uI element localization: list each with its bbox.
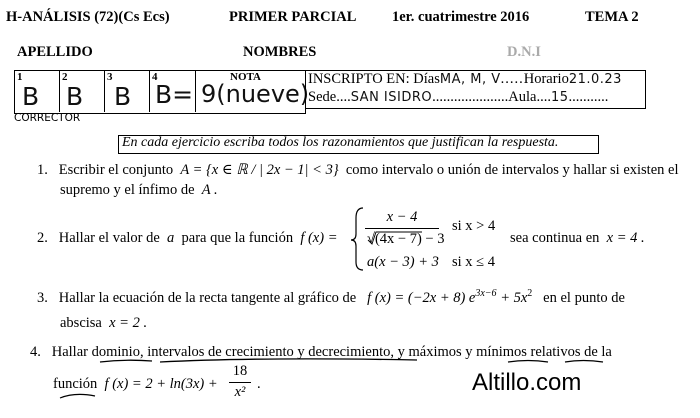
- piecewise-brace: [351, 208, 363, 270]
- dni-label: D.N.I: [507, 44, 541, 60]
- exercise-2-point: x = 4 .: [606, 230, 645, 246]
- horario-label: Horario: [523, 71, 569, 87]
- exercise-3-number: 3.: [37, 289, 48, 306]
- apellido-label: APELLIDO: [17, 44, 93, 60]
- sede-label: Sede: [308, 89, 337, 105]
- exercise-4-fx: f (x) = 2 + ln(3x) +: [104, 376, 218, 392]
- exercise-4-frac-den: x²: [234, 384, 246, 400]
- exercise-4-end: .: [257, 376, 261, 392]
- grade-label-4: 4: [152, 71, 158, 83]
- exercise-3-fx: f (x) = (−2x + 8) e: [367, 289, 476, 306]
- exercise-1-text-c: supremo y el ínfimo de: [60, 182, 195, 198]
- exercise-1-text-d: A .: [201, 182, 218, 198]
- aula-value: 15: [550, 90, 569, 105]
- exercise-2-piece2: a(x − 3) + 3: [367, 254, 439, 270]
- nota-value: 9(nueve): [201, 80, 310, 108]
- exercise-2-numerator: x − 4: [386, 209, 418, 225]
- inscripto-label: INSCRIPTO EN: Días: [308, 71, 440, 87]
- exercise-4-text-b: función: [53, 376, 98, 392]
- exercise-2-denominator: √(4x − 7) − 3: [367, 231, 445, 247]
- inscripto-line1: INSCRIPTO EN: DíasMA, M, V.....Horario21.0.23: [308, 71, 622, 87]
- exercise-2-cond1: si x > 4: [452, 218, 496, 234]
- exercise-4-frac-num: 18: [232, 363, 248, 379]
- exercise-2-var: a: [167, 230, 175, 246]
- underline-minimos: [565, 361, 603, 363]
- days-value: MA, M, V: [439, 72, 501, 87]
- watermark: Altillo.com: [472, 369, 582, 396]
- sede-value: SAN ISIDRO: [350, 90, 433, 105]
- nota-label: NOTA: [230, 71, 261, 83]
- horario-value: 21.0.23: [568, 72, 622, 87]
- underline-dominio: [100, 360, 152, 362]
- exam-title: PRIMER PARCIAL: [229, 9, 357, 25]
- grade-mark-3: B: [114, 82, 132, 111]
- grade-mark-2: B: [66, 82, 84, 111]
- exercise-4-number: 4.: [30, 344, 41, 360]
- exercise-2-fx: f (x) =: [300, 230, 338, 246]
- underline-funcion: [60, 394, 95, 398]
- aula-label: Aula: [508, 89, 537, 105]
- grade-label-1: 1: [17, 71, 23, 83]
- inscripto-line2: Sede....SAN ISIDRO.....................Aula....15...........: [308, 89, 609, 105]
- underline-intervalos: [160, 359, 417, 362]
- grade-mark-1: B: [22, 82, 40, 111]
- exercise-1-text-a: Escribir el conjunto: [58, 162, 174, 178]
- exercise-2-text-c: sea continua en: [510, 230, 600, 246]
- course-title: H-ANÁLISIS (72)(Cs Ecs): [6, 9, 170, 25]
- exercise-2-number: 2.: [37, 230, 48, 246]
- grade-label-3: 3: [107, 71, 113, 83]
- tema-label: TEMA 2: [585, 9, 639, 25]
- exercise-3-point: x = 2 .: [109, 315, 148, 331]
- underline-maximos: [508, 361, 548, 363]
- sqrt-sign: [368, 232, 422, 244]
- exercise-1-text-b: como intervalo o unión de intervalos y hallar si existen el: [345, 162, 679, 178]
- exercise-3-text-c: abscisa: [60, 315, 102, 331]
- corrector-label: CORRECTOR: [14, 112, 81, 124]
- exercise-3-text-b: en el punto de: [543, 289, 625, 306]
- exercise-1-number: 1.: [37, 162, 48, 178]
- term-label: 1er. cuatrimestre 2016: [392, 9, 530, 25]
- nombres-label: NOMBRES: [243, 44, 317, 60]
- exercise-1-set: A = {x ∈ ℝ / | 2x − 1| < 3}: [180, 162, 339, 178]
- exercise-3-text-a: Hallar la ecuación de la recta tangente al gráfico de: [58, 289, 357, 306]
- exercise-2-text-b: para que la función: [181, 230, 294, 246]
- exercise-3-sq: 2: [527, 288, 533, 299]
- instruction-text: En cada ejercicio escriba todos los razonamientos que justifican la respuesta.: [122, 135, 559, 150]
- exercise-2-cond2: si x ≤ 4: [452, 254, 496, 270]
- exercise-3-tail: + 5x: [500, 289, 528, 306]
- exercise-3-exp: 3x−6: [475, 288, 497, 299]
- exercise-2-text-a: Hallar el valor de: [58, 230, 160, 246]
- grade-mark-4: B=: [155, 80, 194, 109]
- grade-label-2: 2: [62, 71, 68, 83]
- exercise-4-text-a: Hallar dominio, intervalos de crecimiento y decrecimiento, y máximos y mínimos relativos de la: [51, 344, 612, 360]
